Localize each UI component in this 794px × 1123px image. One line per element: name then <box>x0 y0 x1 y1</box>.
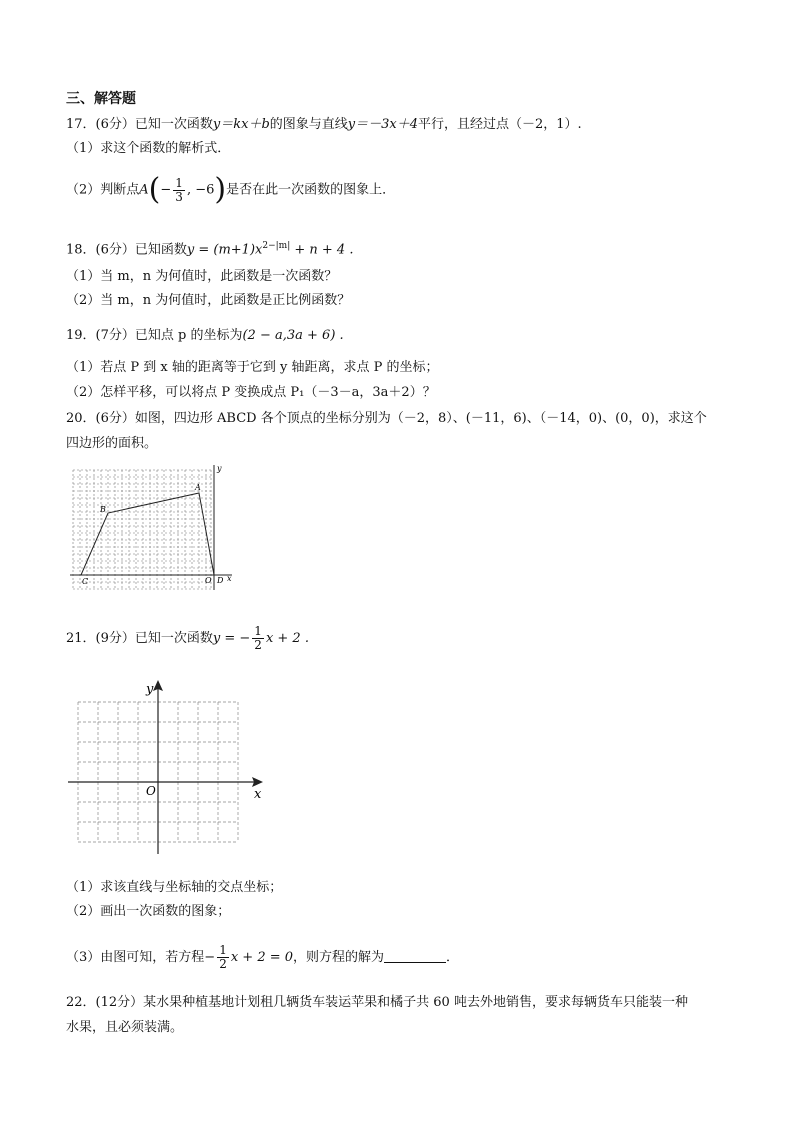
section-title: 三、解答题 <box>66 91 136 107</box>
q20-label-y: y <box>217 464 222 473</box>
q18-stem: 18．(6分）已知函数$y = (m+1)x^{2-|m|} + n + 4$ . <box>66 241 354 258</box>
q20-quadrilateral-figure <box>66 462 236 594</box>
q19-part2: （2）怎样平移，可以将点 P 变换成点 P₁（－3－a，3a＋2）？ <box>66 385 436 400</box>
q20-label-x: x <box>227 574 232 583</box>
q20-label-o: O <box>205 576 212 585</box>
q20-line2: 四边形的面积。 <box>66 436 158 451</box>
q20-label-c: C <box>82 577 89 586</box>
q17-part2: （2）判断点A(− $\frac{1}{3}$ , −6)是否在此一次函数的图象上． <box>66 172 396 207</box>
q17-part1: （1）求这个函数的解析式． <box>66 141 231 156</box>
q20-label-a: A <box>195 483 201 492</box>
q18-part1: （1）当 m，n 为何值时，此函数是一次函数？ <box>66 269 338 284</box>
q22-line2: 水果，且必须装满。 <box>66 1020 184 1035</box>
q21-label-x: x <box>254 787 262 802</box>
q20-label-d: D <box>217 576 224 585</box>
q19-stem: 19．(7分）已知点 p 的坐标为(2 − a,3a + 6) . <box>66 328 344 343</box>
q20-line1: 20．(6分）如图，四边形 ABCD 各个顶点的坐标分别为（－2，8）、(－11，6)、（－14，0)、(0，0)，求这个 <box>66 411 707 426</box>
q21-stem: 21．(9分）已知一次函数y = − $\frac{1}{2}$ x + 2 . <box>66 624 309 652</box>
q21-part2: （2）画出一次函数的图象； <box>66 904 231 919</box>
q17-fraction: $\frac{1}{3}$ <box>175 175 183 204</box>
q17-stem: 17．(6分）已知一次函数y＝kx＋b的图象与直线y＝－3x＋4平行，且经过点（－2，1）. <box>66 117 582 132</box>
q21-label-y: y <box>146 682 154 697</box>
q21-p3-fraction: $\frac{1}{2}$ <box>219 943 227 971</box>
q21-part3: （3）由图可知，若方程− $\frac{1}{2}$ x + 2 = 0，则方程的解为 ． <box>66 943 460 971</box>
q21-fraction: $\frac{1}{2}$ <box>254 624 262 652</box>
q22-line1: 22．(12分）某水果种植基地计划租几辆货车装运苹果和橘子共 60 吨去外地销售，要求每辆货车只能装一种 <box>66 995 688 1010</box>
q20-label-b: B <box>100 505 106 514</box>
q21-coordinate-grid <box>66 678 272 858</box>
q19-part1: （1）若点 P 到 x 轴的距离等于它到 y 轴距离，求点 P 的坐标； <box>66 360 439 375</box>
q21-part1: （1）求该直线与坐标轴的交点坐标； <box>66 880 283 895</box>
q18-part2: （2）当 m，n 为何值时，此函数是正比例函数？ <box>66 293 351 308</box>
q21-label-origin: O <box>146 784 156 798</box>
answer-blank[interactable] <box>384 950 446 963</box>
